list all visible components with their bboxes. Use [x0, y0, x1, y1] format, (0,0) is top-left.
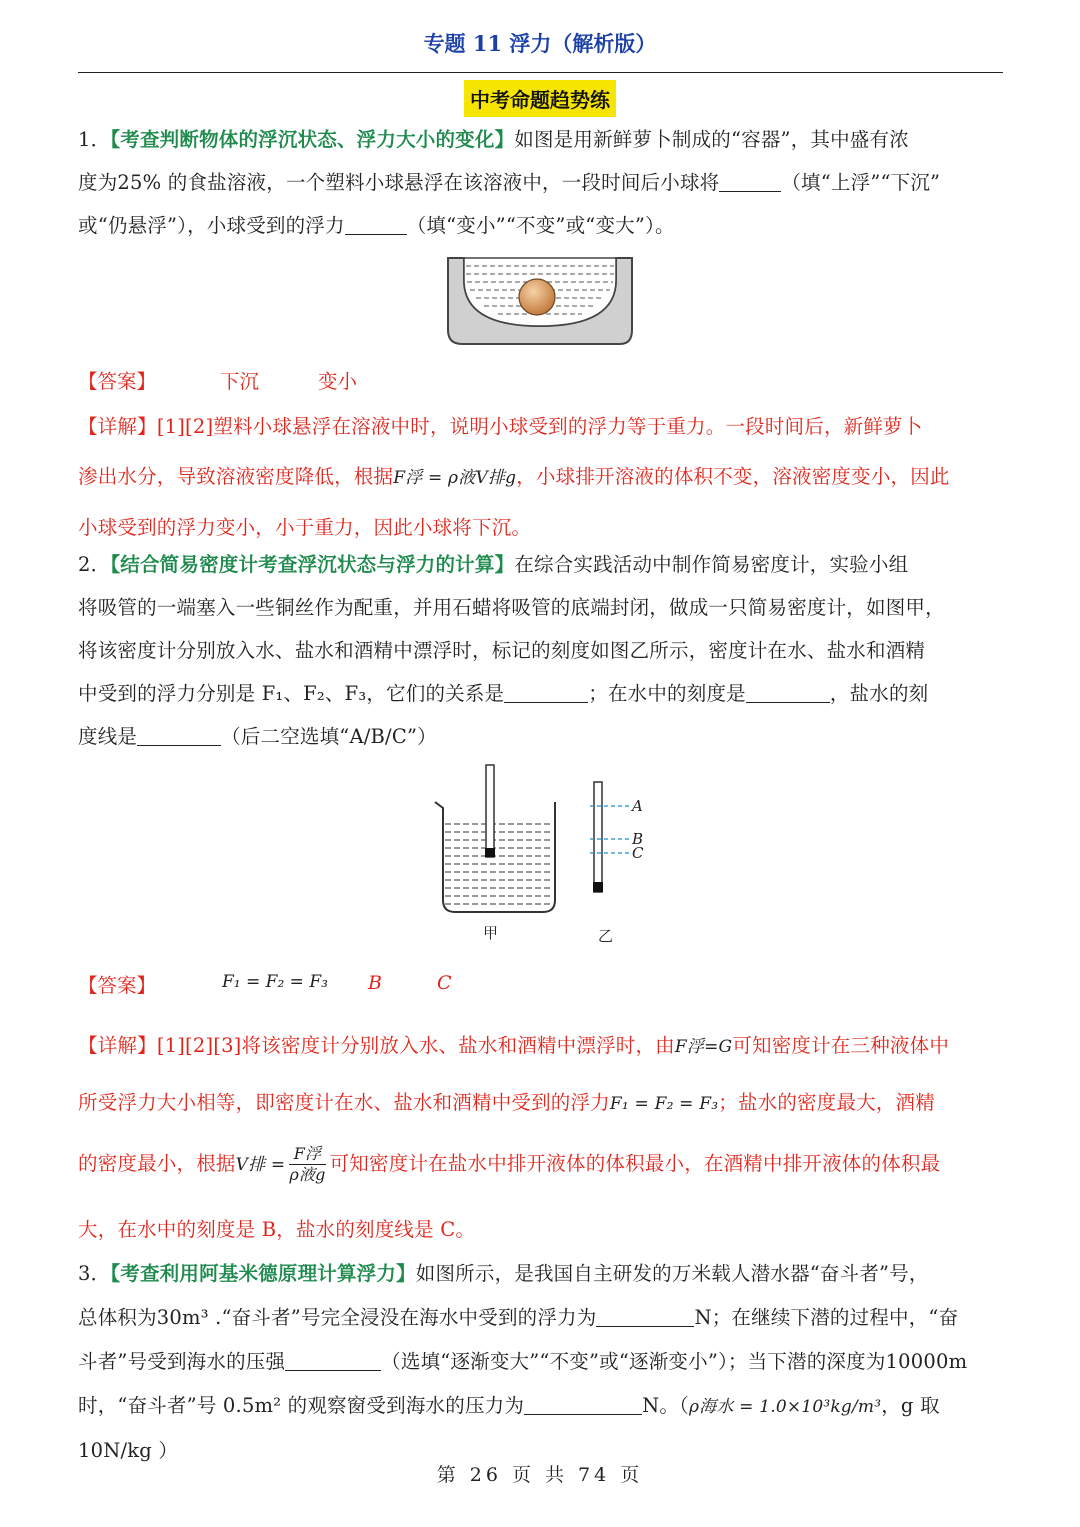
- fig-label-yi: 乙: [598, 927, 614, 945]
- q3-tag: 【考查利用阿基米德原理计算浮力】: [110, 1262, 416, 1285]
- fig-mark-c: C: [632, 844, 644, 862]
- question-1: [78, 118, 1003, 247]
- q3-line-4: 时，“奋斗者”号 0.5m² 的观察窗受到海水的压力为 N。（ρ海水 = 1.0×10³kg/m³，g 取10N/kg ）: [78, 1394, 940, 1462]
- q2-detail-formula-2: F₁ = F₂ = F₃: [609, 1094, 719, 1114]
- q2-blank-3[interactable]: [137, 726, 221, 747]
- q1-blank-2[interactable]: [345, 215, 407, 236]
- q2-line-4: 中受到的浮力分别是 F₁、F₂、F₃，它们的关系是 ；在水中的刻度是 ，盐水的刻: [78, 682, 929, 705]
- q2-line-5: 度线是 （后二空选填“A/B/C”）: [78, 725, 437, 748]
- q1-answer-row: [78, 366, 156, 394]
- q1-blank-1[interactable]: [719, 172, 781, 193]
- q2-blank-2[interactable]: [746, 683, 830, 704]
- q1-answer-2: 变小: [318, 370, 358, 393]
- q2-detail: [78, 1018, 1003, 1132]
- q3-blank-3[interactable]: [524, 1395, 642, 1416]
- q2-line-2: 将吸管的一端塞入一些铜丝作为配重，并用石蜡将吸管的底端封闭，做成一只简易密度计，如图甲，: [78, 596, 945, 619]
- q2-detail-formula-1: F浮=G: [674, 1037, 733, 1057]
- q2-detail-fraction: F浮 ρ液g: [289, 1144, 326, 1184]
- q2-answer-2: B: [368, 972, 382, 994]
- q2-detail-formula-3-lhs: V排 =: [235, 1155, 286, 1175]
- q1-answer-1: 下沉: [220, 370, 260, 393]
- q2-densimeter-figure: [425, 760, 655, 950]
- q1-detail-line-1: 【详解】[1][2]塑料小球悬浮在溶液中时，说明小球受到的浮力等于重力。一段时间后，新鲜萝卜: [78, 415, 923, 438]
- q1-answer-label: 【答案】: [78, 370, 157, 393]
- question-2: [78, 543, 1003, 758]
- q2-detail-line-1: 【详解】[1][2][3]将该密度计分别放入水、盐水和酒精中漂浮时，由F浮=G可知密度计在三种液体中: [78, 1034, 950, 1057]
- q1-detail-line-2: 渗出水分，导致溶液密度降低，根据F浮 = ρ液V排g，小球排开溶液的体积不变，溶液密度变小，因此: [78, 465, 950, 488]
- q2-answer-row: [78, 970, 156, 998]
- q2-detail-line-2: 所受浮力大小相等，即密度计在水、盐水和酒精中受到的浮力F₁ = F₂ = F₃；盐水的密度最大，酒精: [78, 1091, 935, 1114]
- q1-tag: 【考查判断物体的浮沉状态、浮力大小的变化】: [110, 128, 515, 151]
- q3-density-formula: ρ海水 = 1.0×10³kg/m³: [688, 1397, 882, 1417]
- fig-mark-b: B: [632, 830, 644, 848]
- q2-blank-1[interactable]: [504, 683, 588, 704]
- q1-line-3: 或“仍悬浮”），小球受到的浮力 （填“变小”“不变”或“变大”）。: [78, 214, 675, 237]
- fig-label-jia: 甲: [483, 924, 499, 942]
- q2-answer-3: C: [437, 972, 452, 994]
- q2-detail-line-3: 的密度最小，根据V排 = F浮 ρ液g 可知密度计在盐水中排开液体的体积最小，在酒精中排开液体的体积最: [78, 1144, 941, 1184]
- page-footer: 第 26 页 共 74 页: [436, 1464, 644, 1486]
- q1-detail: [78, 402, 1003, 553]
- q2-answer-1: F₁ = F₂ = F₃: [222, 972, 328, 992]
- q2-detail-line-4: 大，在水中的刻度是 B，盐水的刻度线是 C。: [78, 1218, 476, 1241]
- q2-line-1: 2．【结合简易密度计考查浮沉状态与浮力的计算】在综合实践活动中制作简易密度计，实验小组: [78, 553, 909, 576]
- q2-answer-label: 【答案】: [78, 974, 157, 997]
- q1-line-1: 1．【考查判断物体的浮沉状态、浮力大小的变化】如图是用新鲜萝卜制成的“容器”，其中盛有浓: [78, 128, 909, 151]
- q3-line-2: 总体积为30m³ .“奋斗者”号完全浸没在海水中受到的浮力为 N；在继续下潜的过程中，“奋: [78, 1306, 959, 1329]
- q3-line-3: 斗者”号受到海水的压强 （选填“逐渐变大”“不变”或“逐渐变小”）；当下潜的深度为10000m: [78, 1350, 968, 1373]
- question-3: [78, 1252, 1003, 1473]
- q3-line-1: 3．【考查利用阿基米德原理计算浮力】如图所示，是我国自主研发的万米载人潜水器“奋斗者”号，: [78, 1262, 929, 1285]
- page-header-title: 专题 11 浮力（解析版）: [423, 31, 657, 56]
- section-heading: [0, 80, 1080, 117]
- header-divider: [78, 72, 1003, 73]
- q1-radish-container-figure: [440, 252, 640, 352]
- q2-tag: 【结合简易密度计考查浮沉状态与浮力的计算】: [110, 553, 515, 576]
- q2-line-3: 将该密度计分别放入水、盐水和酒精中漂浮时，标记的刻度如图乙所示，密度计在水、盐水和酒精: [78, 639, 926, 662]
- q1-line-2: 度为25% 的食盐溶液，一个塑料小球悬浮在该溶液中，一段时间后小球将 （填“上浮”“下沉”: [78, 171, 941, 194]
- q1-detail-line-3: 小球受到的浮力变小，小于重力，因此小球将下沉。: [78, 516, 532, 539]
- fig-mark-a: A: [632, 797, 643, 815]
- q3-blank-1[interactable]: [596, 1307, 694, 1328]
- q3-blank-2[interactable]: [285, 1351, 381, 1372]
- section-title: 中考命题趋势练: [464, 80, 616, 117]
- q1-detail-formula: F浮 = ρ液V排g: [393, 468, 517, 488]
